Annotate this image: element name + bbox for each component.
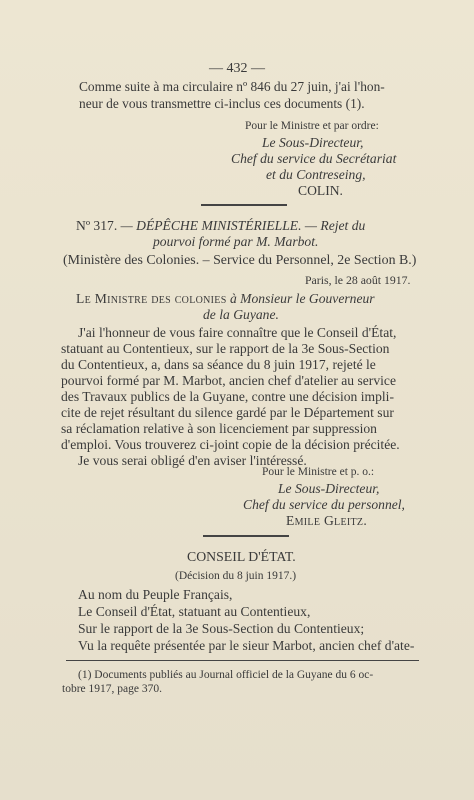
signature-2-line-1: Pour le Ministre et p. o.:: [262, 466, 375, 478]
depeche-number: Nº 317.: [76, 218, 118, 233]
signature-1-name: COLIN.: [298, 183, 343, 198]
footnote-line-1: (1) Documents publiés au Journal officiel de la Guyane du 6 oc-: [78, 669, 374, 681]
footnote-rule: [66, 660, 419, 661]
body-line: Je vous serai obligé d'en aviser l'intéressé.: [78, 453, 307, 468]
conseil-line: Au nom du Peuple Français,: [78, 587, 233, 602]
depeche-date: Paris, le 28 août 1917.: [305, 273, 411, 287]
body-line: sa réclamation relative à son licenciement par suppression: [61, 421, 377, 436]
body-line: cite de rejet résultant du silence gardé par le Département sur: [61, 405, 394, 420]
body-line: J'ai l'honneur de vous faire connaître que le Conseil d'État,: [78, 325, 397, 340]
conseil-line: Vu la requête présentée par le sieur Marbot, ancien chef d'ate-: [78, 638, 415, 653]
signature-1-line-1: Pour le Ministre et par ordre:: [245, 120, 379, 132]
depeche-addressee-2: de la Guyane.: [203, 307, 279, 322]
conseil-subtitle: (Décision du 8 juin 1917.): [175, 570, 297, 582]
page-number: — 432 —: [209, 61, 265, 76]
signature-1-line-2: Le Sous-Directeur,: [262, 135, 364, 150]
conseil-line: Le Conseil d'État, statuant au Contentieux,: [78, 604, 311, 619]
signature-1-line-3: Chef du service du Secrétariat: [231, 151, 397, 166]
intro-line-2: neur de vous transmettre ci-inclus ces documents (1).: [79, 96, 365, 111]
signature-1-line-4: et du Contreseing,: [266, 167, 366, 182]
signature-2-name: Emile Gleitz.: [286, 513, 368, 528]
depeche-addressee-1: [76, 290, 375, 307]
addressee-minister: Le Ministre des colonies: [76, 291, 227, 306]
body-line: pourvoi formé par M. Marbot, ancien chef d'atelier au service: [61, 373, 396, 388]
signature-2-line-3: Chef du service du personnel,: [243, 497, 405, 512]
body-line: statuant au Contentieux, sur le rapport de la 3e Sous-Section: [61, 341, 390, 356]
separator-rule-1: [201, 204, 287, 206]
separator-rule-2: [203, 535, 289, 537]
conseil-line: Sur le rapport de la 3e Sous-Section du Contentieux;: [78, 621, 365, 636]
depeche-title-1: [76, 217, 365, 234]
signature-2-line-2: Le Sous-Directeur,: [278, 481, 380, 496]
depeche-title: — DÉPÊCHE MINISTÉRIELLE. — Rejet du: [120, 218, 366, 233]
depeche-ministry: (Ministère des Colonies. – Service du Personnel, 2e Section B.): [63, 253, 417, 268]
conseil-title: CONSEIL D'ÉTAT.: [187, 549, 296, 564]
addressee-governor: à Monsieur le Gouverneur: [229, 291, 375, 306]
body-line: du Contentieux, a, dans sa séance du 8 juin 1917, rejeté le: [61, 357, 376, 372]
footnote-line-2: tobre 1917, page 370.: [62, 683, 162, 695]
intro-line-1: Comme suite à ma circulaire nº 846 du 27 juin, j'ai l'hon-: [79, 79, 385, 94]
body-line: des Travaux publics de la Guyane, contre une décision impli-: [61, 389, 394, 404]
body-line: d'emploi. Vous trouverez ci-joint copie de la décision précitée.: [61, 437, 400, 452]
depeche-title-2: pourvoi formé par M. Marbot.: [153, 234, 319, 249]
